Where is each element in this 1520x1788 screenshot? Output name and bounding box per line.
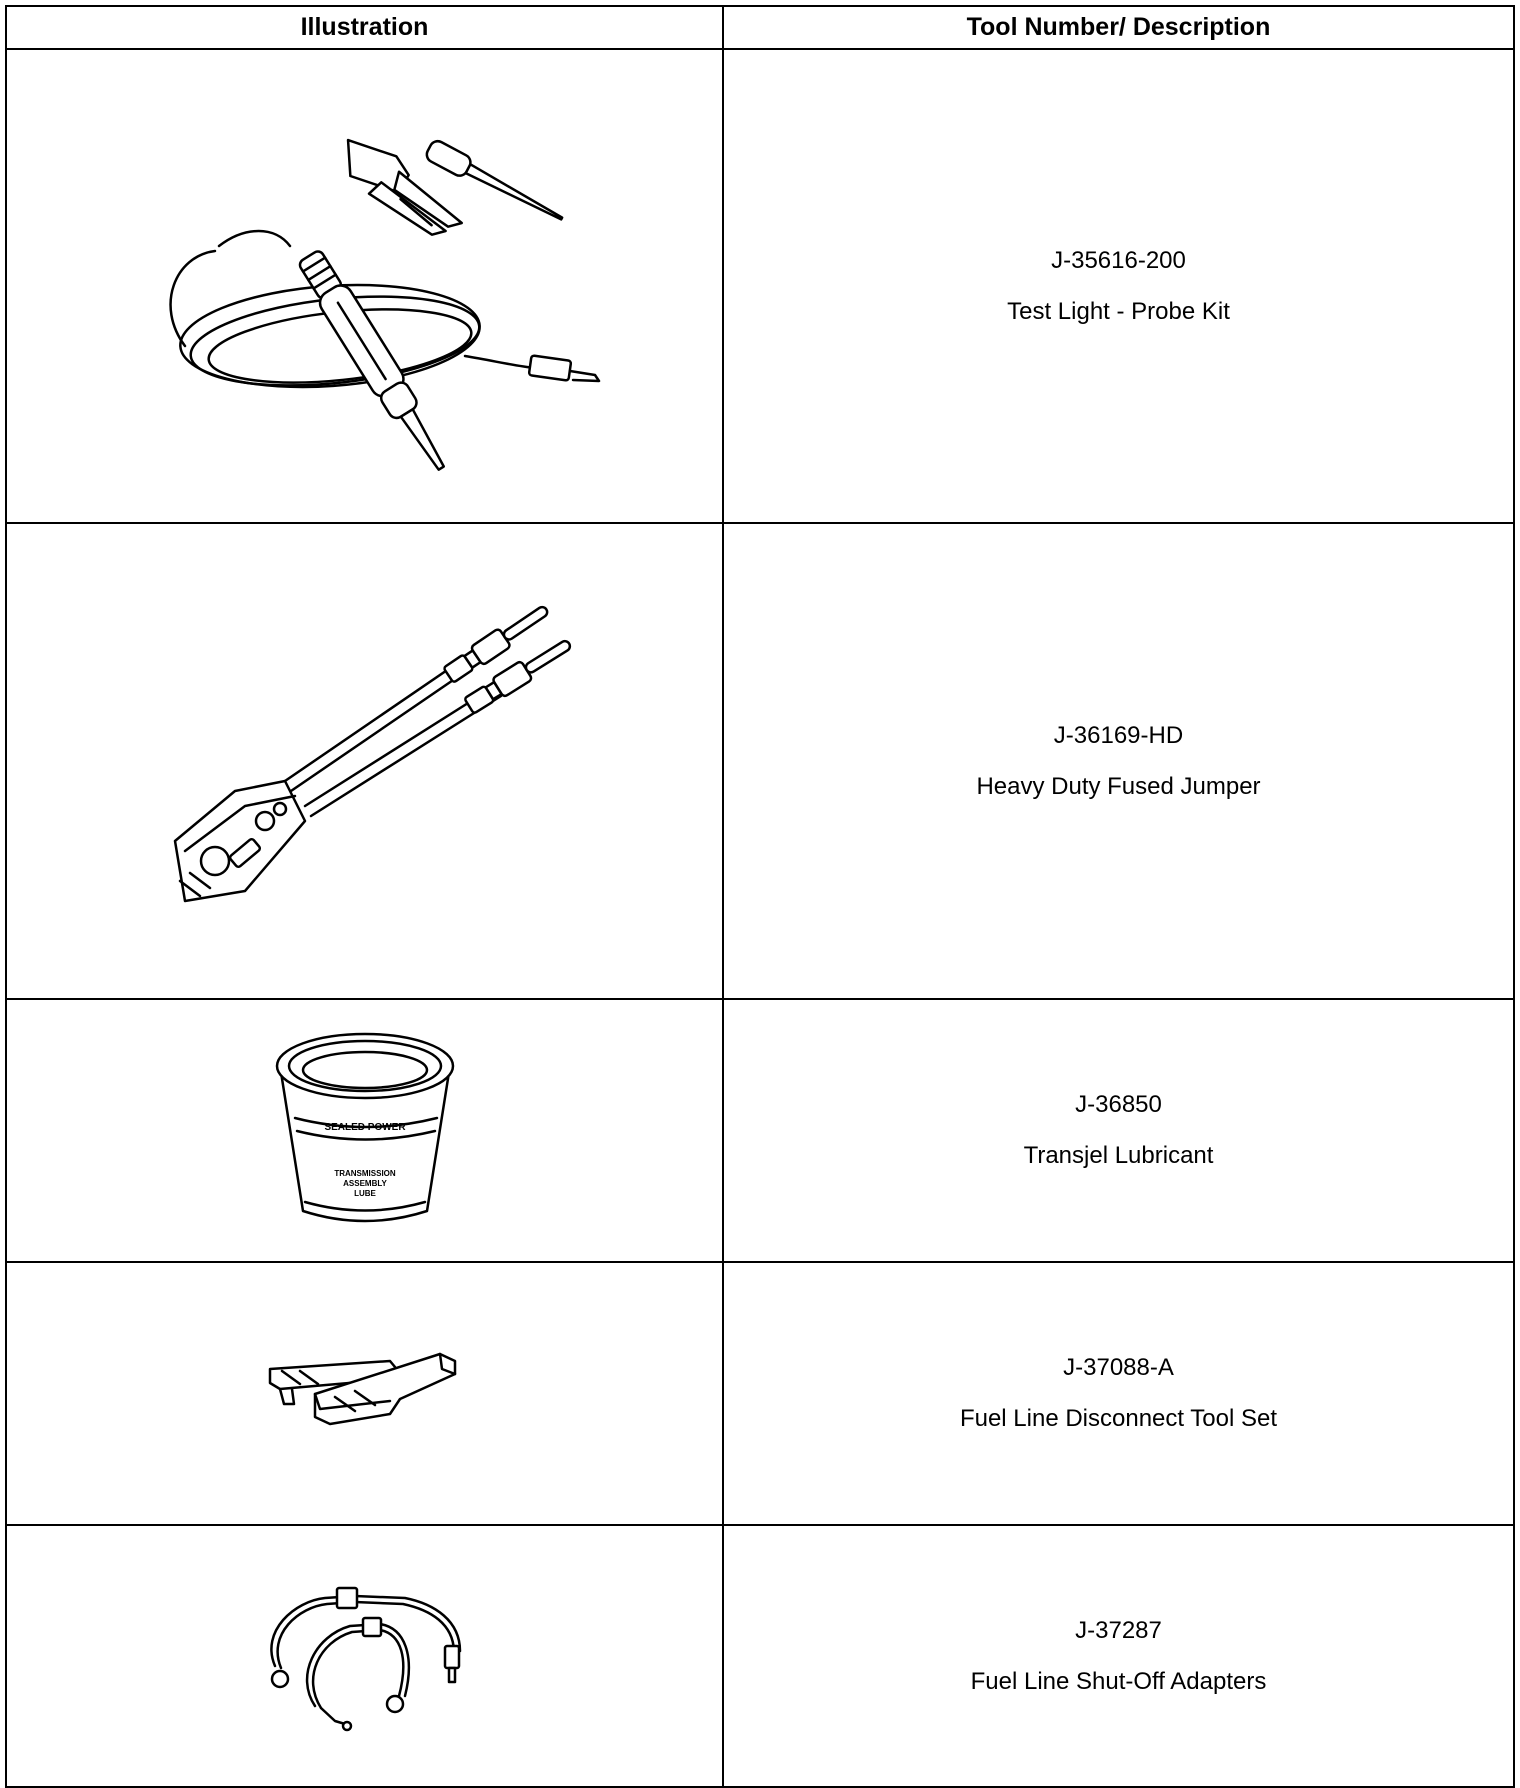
tub-label-line1: TRANSMISSION xyxy=(333,1168,396,1178)
tool-description: Test Light - Probe Kit xyxy=(1007,297,1230,325)
tool-description: Fuel Line Shut-Off Adapters xyxy=(970,1667,1267,1695)
tool-number: J-37088-A xyxy=(1063,1354,1174,1381)
table-row xyxy=(6,1525,1514,1787)
test-light-probe-kit-illustration xyxy=(125,106,605,466)
disconnect-tools-illustration xyxy=(260,1349,470,1439)
illustration-cell xyxy=(6,1262,723,1525)
fused-jumper-illustration xyxy=(145,591,585,931)
illustration-cell xyxy=(6,1525,723,1787)
description-cell xyxy=(723,999,1514,1262)
table-row xyxy=(6,1262,1514,1525)
special-tools-table xyxy=(5,5,1515,1788)
illustration-cell xyxy=(6,523,723,999)
illustration-header: Illustration xyxy=(6,6,723,49)
tool-number: J-37287 xyxy=(1075,1616,1162,1644)
tub-label-line2: ASSEMBLY xyxy=(342,1178,387,1188)
tool-number: J-36850 xyxy=(1075,1091,1162,1118)
description-cell xyxy=(723,523,1514,999)
tool-description: Fuel Line Disconnect Tool Set xyxy=(959,1405,1278,1432)
description-cell xyxy=(723,1262,1514,1525)
lubricant-tub-illustration xyxy=(265,1026,465,1236)
table-row xyxy=(6,523,1514,999)
tub-label-line3: LUBE xyxy=(353,1188,376,1198)
illustration-cell xyxy=(6,49,723,523)
tool-header: Tool Number/ Description xyxy=(723,6,1514,49)
tool-description: Heavy Duty Fused Jumper xyxy=(976,772,1261,800)
tool-number: J-35616-200 xyxy=(1051,246,1186,274)
tool-description: Transjel Lubricant xyxy=(1023,1142,1214,1169)
illustration-cell xyxy=(6,999,723,1262)
table-row xyxy=(6,49,1514,523)
tool-number: J-36169-HD xyxy=(1053,721,1184,749)
tub-label-brand: SEALED POWER xyxy=(323,1121,406,1133)
shutoff-adapters-illustration xyxy=(255,1576,475,1736)
description-cell xyxy=(723,1525,1514,1787)
description-cell xyxy=(723,49,1514,523)
table-row xyxy=(6,999,1514,1262)
header-row xyxy=(6,6,1514,49)
